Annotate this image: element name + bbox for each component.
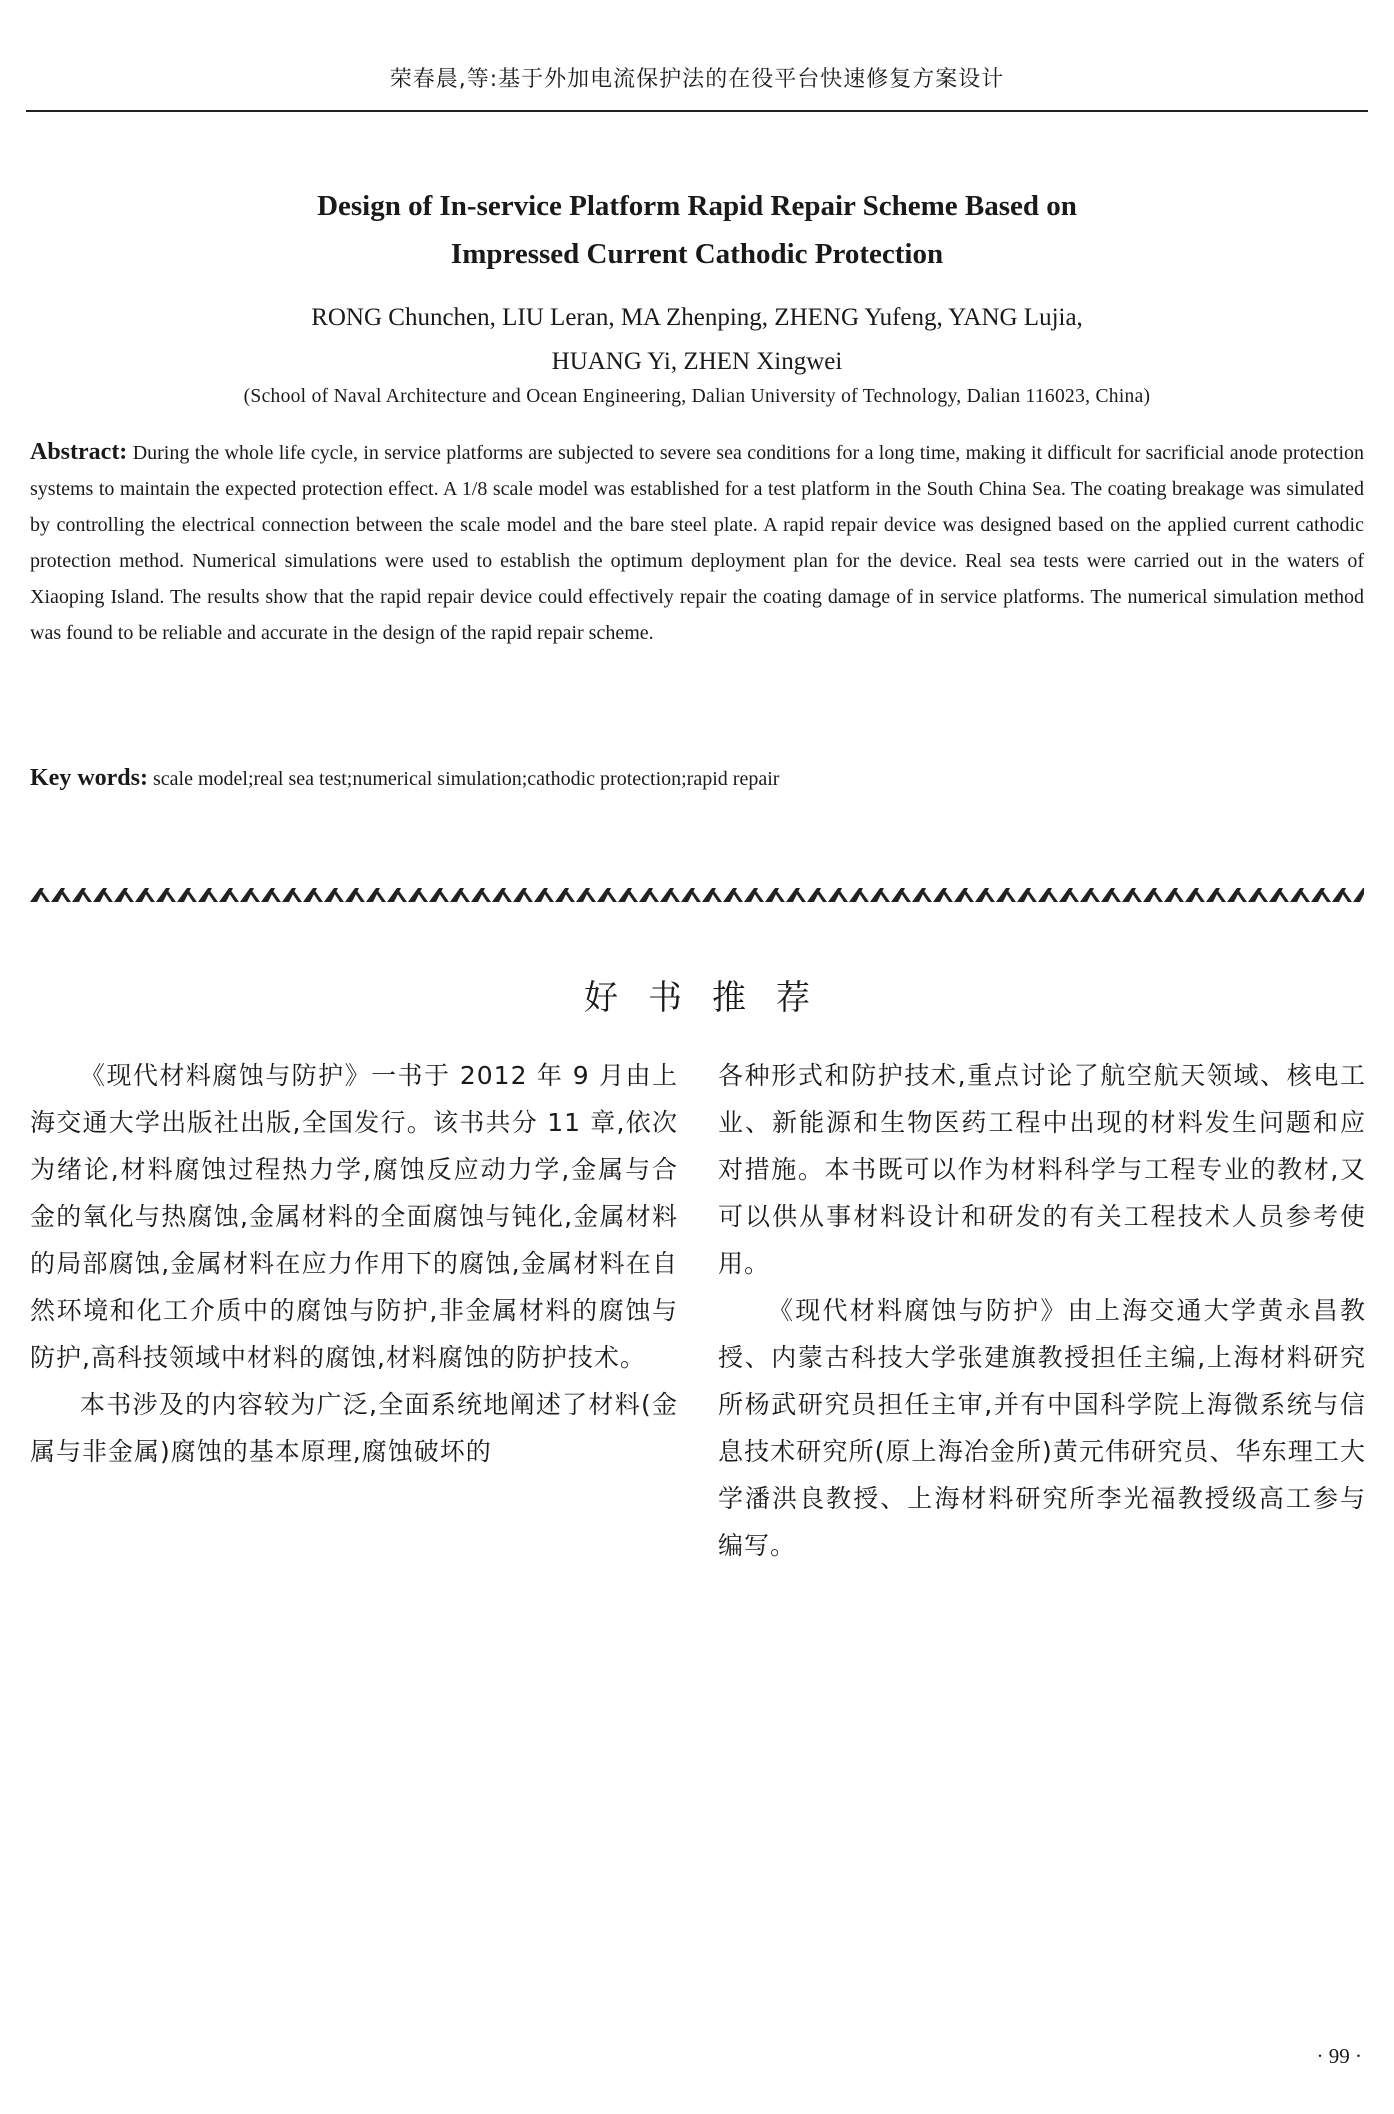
title-line-1: Design of In-service Platform Rapid Repair Scheme Based on [317,190,1077,222]
right-column [718,1052,1366,1569]
keywords-text: scale model;real sea test;numerical simulation;cathodic protection;rapid repair [152,768,780,790]
paragraph: 各种形式和防护技术,重点讨论了航空航天领域、核电工业、新能源和生物医药工程中出现的材料发生问题和应对措施。本书既可以作为材料科学与工程专业的教材,又可以供从事材料设计和研发的有关工程技术人员参考使用。 [718,1061,1366,1278]
keywords-label: Key words: [30,765,148,791]
title-line-2: Impressed Current Cathodic Protection [450,238,944,270]
paragraph: 《现代材料腐蚀与防护》由上海交通大学黄永昌教授、内蒙古科技大学张建旗教授担任主编,上海材料研究所杨武研究员担任主审,并有中国科学院上海微系统与信息技术研究所(原上海冶金所)黄元伟研究员、华东理工大学潘洪良教授、上海材料研究所李光福教授级高工参与编写。 [718,1296,1366,1560]
section-heading: 好书推荐 [584,978,840,1018]
affiliation: (School of Naval Architecture and Ocean Engineering, Dalian University of Technology, Dalian 116023, China) [243,386,1151,407]
abstract-text: During the whole life cycle, in service platforms are subjected to severe sea conditions for a long time, making it difficult for sacrificial anode protection systems to maintain the expected protection effect. A 1/8 scale model was established for a test platform in the South China Sea. The coating breakage was simulated by controlling the electrical connection between the scale model and the bare steel plate. A rapid repair device was designed based on the applied current cathodic protection method. Numerical simulations were used to establish the optimum deployment plan for the device. Real sea tests were carried out in the waters of Xiaoping Island. The results show that the rapid repair device could effectively repair the coating damage of in service platforms. The numerical simulation method was found to be reliable and accurate in the design of the rapid repair scheme. [30,442,1364,644]
decorative-border [30,886,1364,904]
paragraph: 本书涉及的内容较为广泛,全面系统地阐述了材料(金属与非金属)腐蚀的基本原理,腐蚀破坏的 [30,1390,678,1466]
paragraph: 《现代材料腐蚀与防护》一书于 2012 年 9 月由上海交通大学出版社出版,全国发行。该书共分 11 章,依次为绪论,材料腐蚀过程热力学,腐蚀反应动力学,金属与合金的氧化与热腐蚀,金属材料的全面腐蚀与钝化,金属材料的局部腐蚀,金属材料在应力作用下的腐蚀,金属材料在自然环境和化工介质中的腐蚀与防护,非金属材料的腐蚀与防护,高科技领域中材料的腐蚀,材料腐蚀的防护技术。 [30,1061,678,1372]
page-number: · 99 · [1316,2044,1362,2068]
header-rule [26,110,1368,112]
authors-line-1: RONG Chunchen, LIU Leran, MA Zhenping, ZHENG Yufeng, YANG Lujia, [311,304,1083,331]
abstract [30,434,1364,651]
authors-line-2: HUANG Yi, ZHEN Xingwei [551,348,843,375]
article-title [60,182,1334,278]
running-header: 荣春晨,等:基于外加电流保护法的在役平台快速修复方案设计 [389,67,1005,92]
abstract-label: Abstract: [30,439,128,465]
left-column [30,1052,678,1475]
author-list [60,296,1334,384]
keywords [30,760,1364,797]
